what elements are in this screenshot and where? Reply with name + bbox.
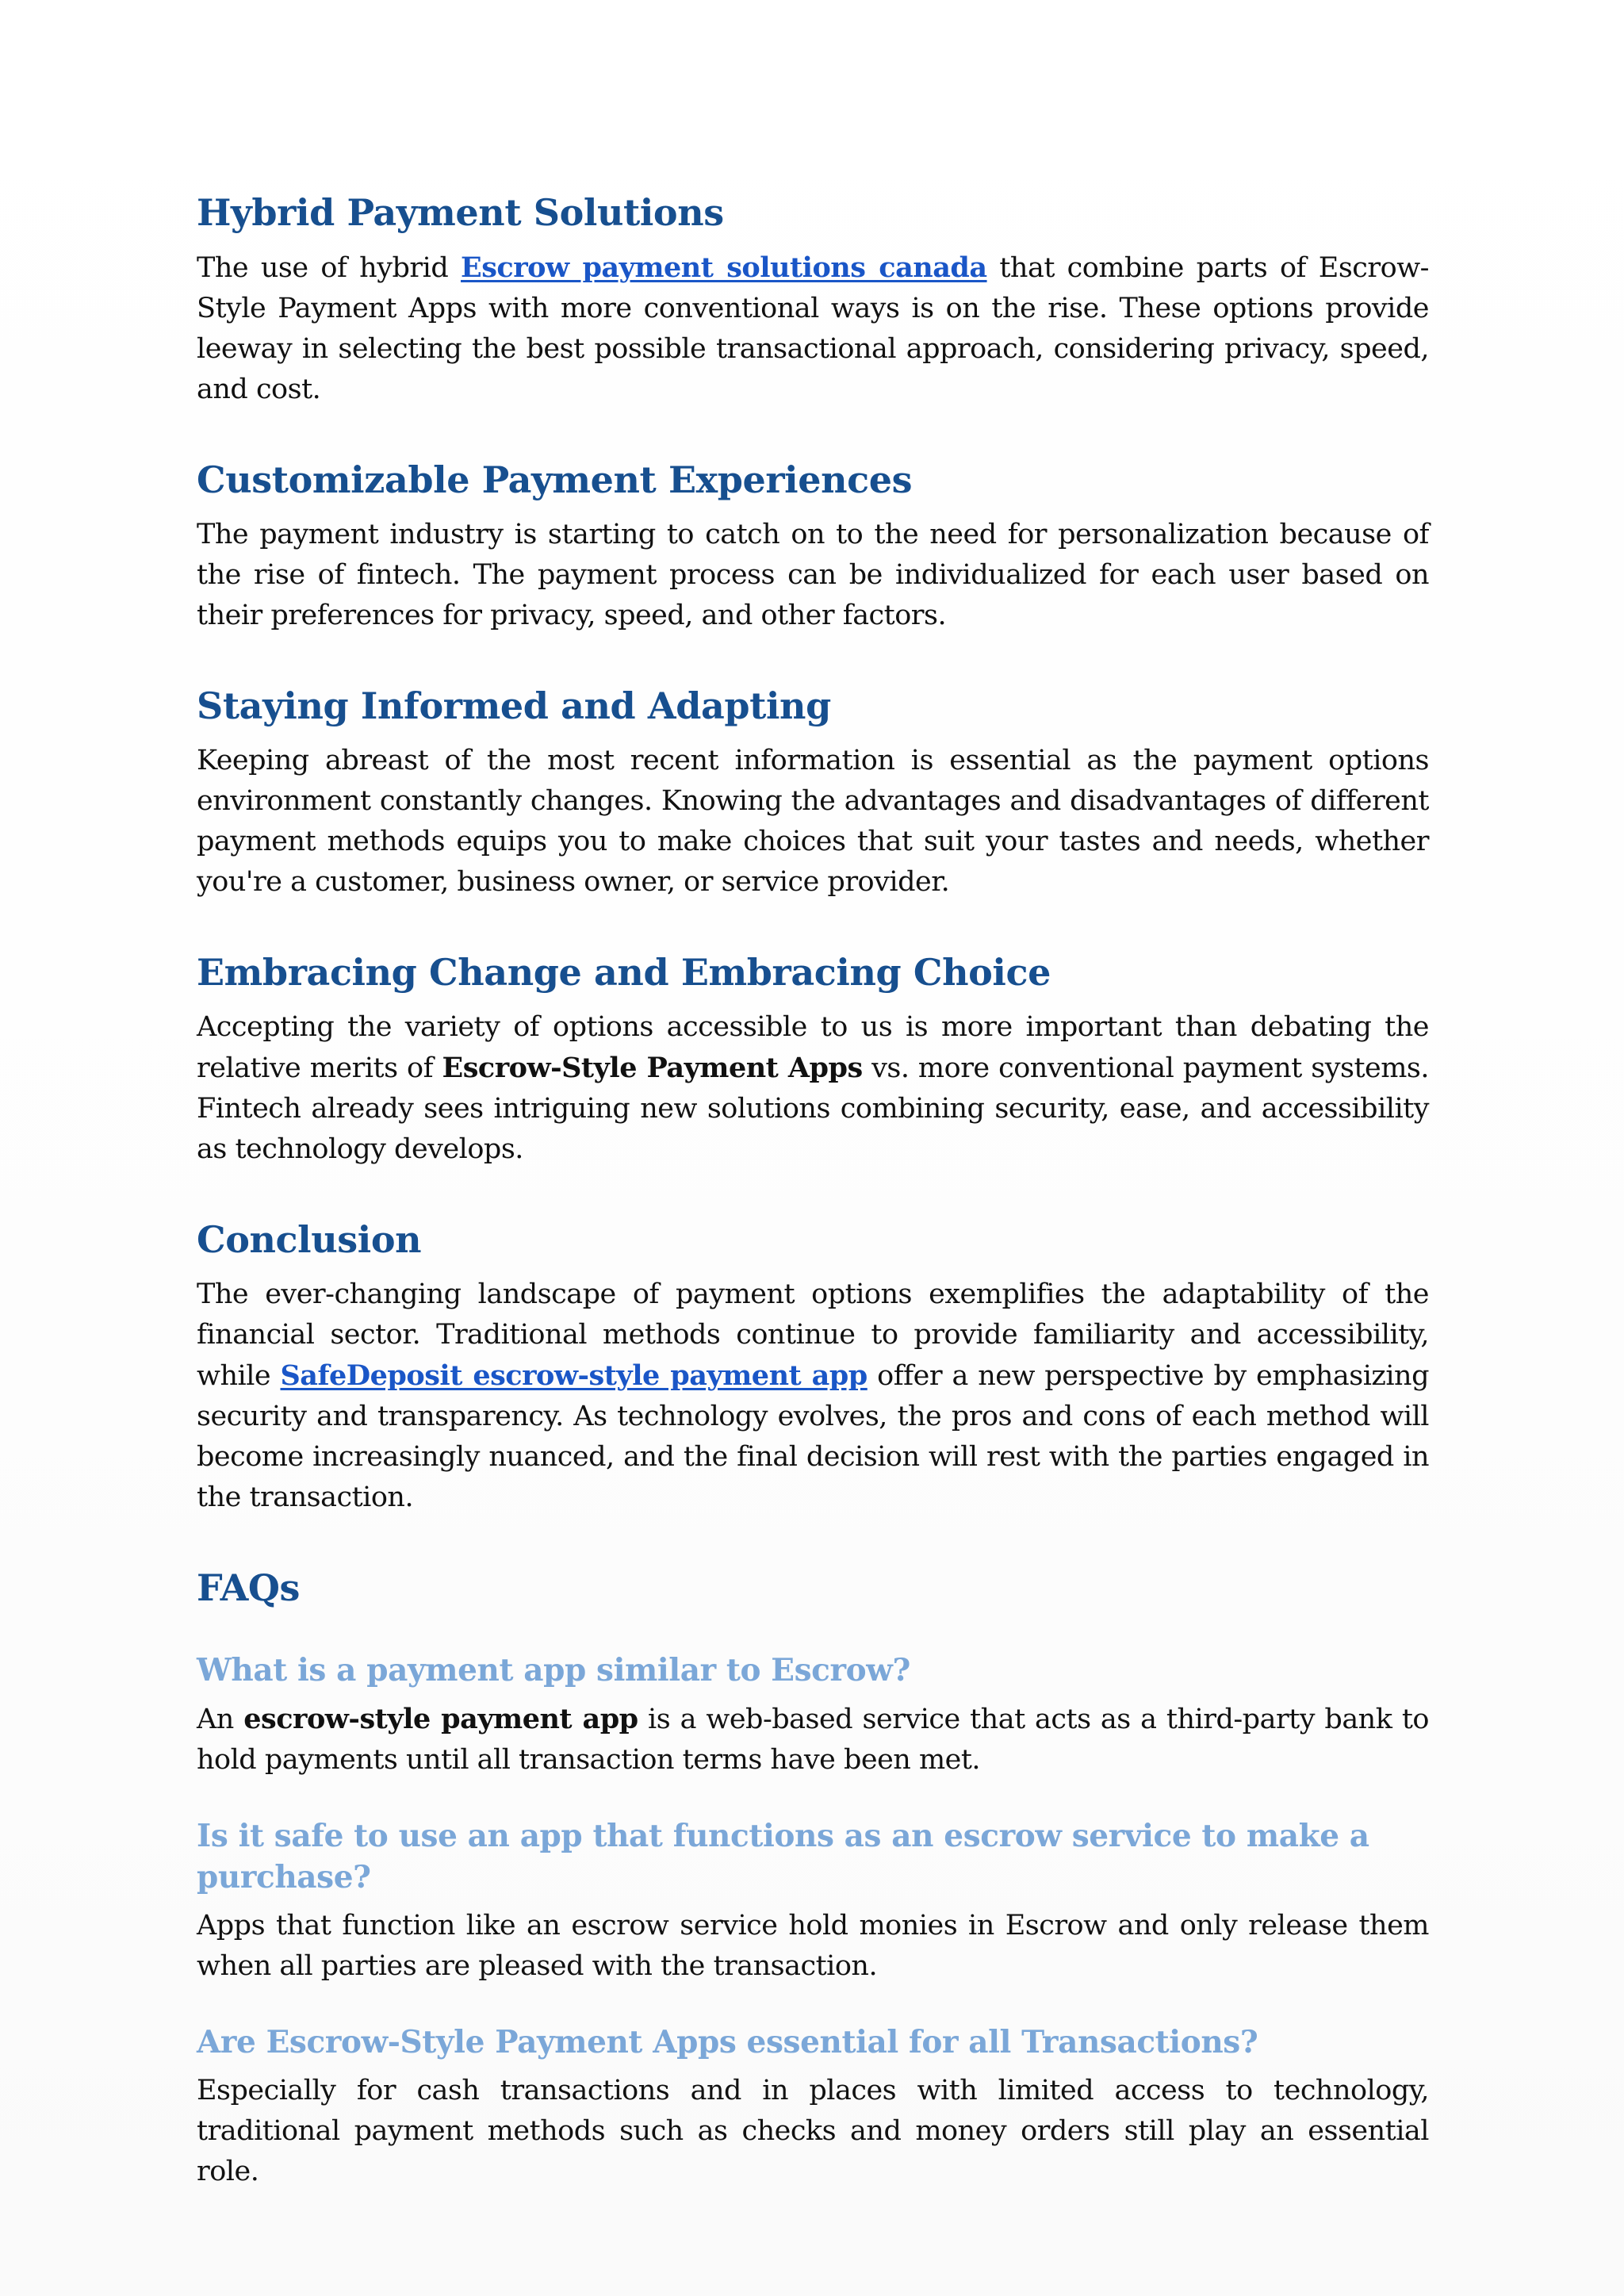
section-hybrid-payment-solutions: [197, 189, 1429, 410]
section-heading: Hybrid Payment Solutions: [197, 191, 724, 234]
section-paragraph: The payment industry is starting to catch on to the need for personalization because of the rise of fintech. The payment process can be individualized for each user based on their preferences for privacy, speed, and other factors.: [197, 519, 1429, 631]
text-run: offer a new perspective by emphasizing security and transparency. As technology evolves, the pros and cons of each method will become increasingly nuanced, and the final decision will rest with the parties engaged in the transaction.: [197, 1360, 1429, 1513]
faqs-section: [197, 1564, 1429, 2192]
section-heading: Staying Informed and Adapting: [197, 684, 831, 727]
faq-item: [197, 2022, 1429, 2192]
document-content: [197, 189, 1429, 2227]
faq-answer: [197, 1699, 1429, 1780]
faq-item: [197, 1650, 1429, 1780]
section-conclusion: [197, 1216, 1429, 1518]
text-run: that combine parts of Escrow-Style Payment Apps with more conventional ways is on the rise. These options provide leeway in selecting the best possible transactional approach, considering privacy, speed, and cost.: [197, 252, 1429, 405]
faq-question: What is a payment app similar to Escrow?: [197, 1652, 910, 1688]
section-staying-informed: [197, 682, 1429, 903]
section-embracing-change: [197, 949, 1429, 1170]
text-run: The ever-changing landscape of payment options exemplifies the adaptability of the financial sector. Traditional methods continue to provide familiarity and accessibility, while: [197, 1278, 1429, 1392]
escrow-payment-solutions-link[interactable]: Escrow payment solutions canada: [461, 251, 987, 284]
faqs-heading: FAQs: [197, 1566, 301, 1609]
section-paragraph: [197, 1274, 1429, 1518]
text-run: An: [197, 1704, 244, 1735]
safedeposit-app-link[interactable]: SafeDeposit escrow-style payment app: [280, 1359, 868, 1392]
text-run: Accepting the variety of options accessible to us is more important than debating the relative merits of: [197, 1011, 1429, 1084]
bold-term: escrow-style payment app: [243, 1703, 638, 1735]
section-heading: Embracing Change and Embracing Choice: [197, 951, 1051, 994]
section-customizable-payment-experiences: [197, 456, 1429, 636]
section-heading: Customizable Payment Experiences: [197, 458, 913, 501]
section-paragraph: [197, 247, 1429, 410]
text-run: is a web-based service that acts as a third-party bank to hold payments until all transaction terms have been met.: [197, 1704, 1429, 1776]
faq-answer: Especially for cash transactions and in places with limited access to technology, traditional payment methods such as checks and money orders still play an essential role.: [197, 2075, 1429, 2187]
faq-answer: Apps that function like an escrow service hold monies in Escrow and only release them when all parties are pleased with the transaction.: [197, 1910, 1429, 1982]
text-run: The use of hybrid: [197, 252, 462, 284]
section-paragraph: [197, 1007, 1429, 1170]
faq-question: Are Escrow-Style Payment Apps essential for all Transactions?: [197, 2024, 1258, 2060]
text-run: vs. more conventional payment systems. Fintech already sees intriguing new solutions combining security, ease, and accessibility as technology develops.: [197, 1052, 1429, 1165]
faq-item: [197, 1815, 1429, 1987]
section-heading: Conclusion: [197, 1218, 422, 1261]
faq-question: Is it safe to use an app that functions as an escrow service to make a purchase?: [197, 1818, 1369, 1895]
bold-term: Escrow-Style Payment Apps: [442, 1052, 863, 1084]
section-paragraph: Keeping abreast of the most recent information is essential as the payment options environment constantly changes. Knowing the advantages and disadvantages of different payment methods equips you to make choices that suit your tastes and needs, whether you're a customer, business owner, or service provider.: [197, 745, 1429, 898]
